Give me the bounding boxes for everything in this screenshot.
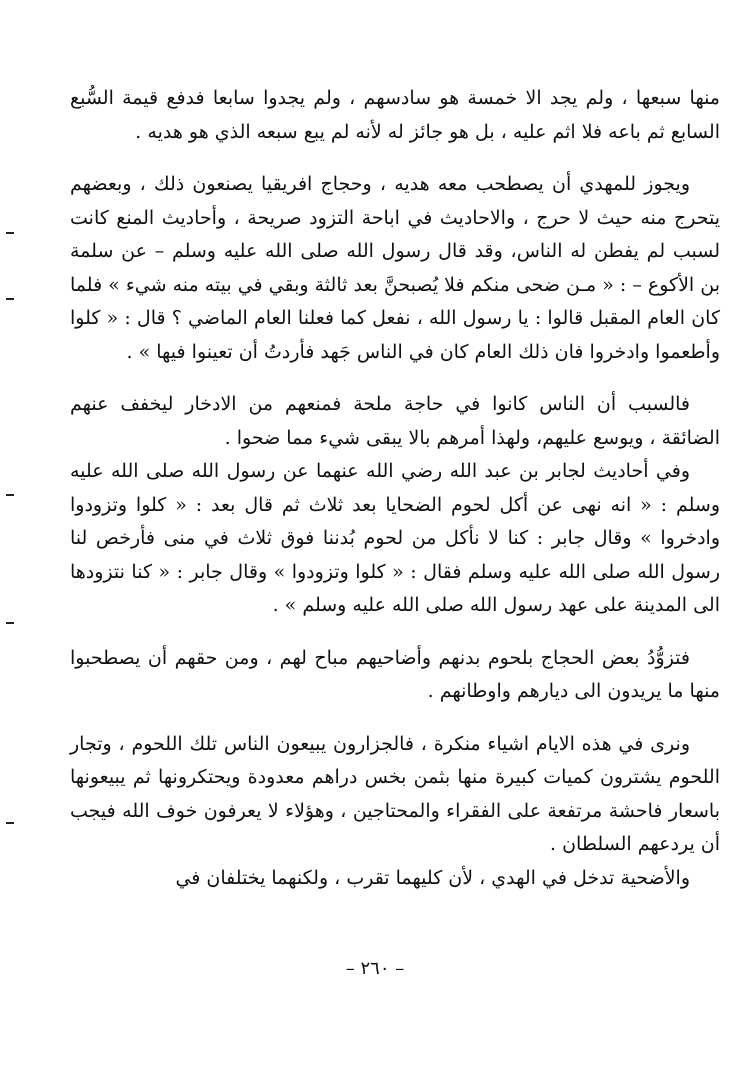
paragraph-5: فتزوُّدُ بعض الحجاج بلحوم بدنهم وأضاحيهم مباح لهم ، ومن حقهم أن يصطحبوا منها ما يريدون الى ديارهم واوطانهم . xyxy=(70,646,720,702)
margin-mark xyxy=(6,232,14,234)
paragraph-2: ويجوز للمهدي أن يصطحب معه هديه ، وحجاج افريقيا يصنعون ذلك ، وبعضهم يتحرج منه حيث لا حرج ، والاحاديث في اباحة التزود صريحة ، وأحاديث المنع كانت لسبب لم يفطن له الناس، وقد قال رسول الله صلى الله عليه وسلم – عن سلمة بن الأكوع – : « مـن ضحى منكم فلا يُصبحنَّ بعد ثالثة وبقي في بيته منه شيء » فلما كان العام المقبل قالوا : يا رسول الله ، نفعل كما فعلنا العام الماضي ؟ قال : « كلوا وأطعموا وادخروا فان ذلك العام كان في الناس جَهد فأردتُ أن تعينوا فيها » . xyxy=(70,173,720,363)
paragraph-3: فالسبب أن الناس كانوا في حاجة ملحة فمنعهم من الادخار ليخفف عنهم الضائقة ، ويوسع عليهم، ولهذا أمرهم بالا يبقى شيء مما ضحوا . xyxy=(70,393,720,449)
paragraph-4: وفي أحاديث لجابر بن عبد الله رضي الله عنهما عن رسول الله صلى الله عليه وسلم : « انه نهى عن أكل لحوم الضحايا بعد ثلاث ثم قال بعد : « كلوا وتزودوا وادخروا » وقال جابر : كنا لا نأكل من لحوم بُدننا فوق ثلاث في منى فأرخص لنا رسول الله صلى الله عليه وسلم فقال : « كلوا وتزودوا » وقال جابر : « كنا نتزودها الى المدينة على عهد رسول الله صلى الله عليه وسلم » . xyxy=(70,460,720,616)
margin-mark xyxy=(6,622,14,624)
paragraph-6: ونرى في هذه الايام اشياء منكرة ، فالجزارون يبيعون الناس تلك اللحوم ، وتجار اللحوم يشترون كميات كبيرة منها بثمن بخس دراهم معدودة ويحتكرونها ثم يبيعونها باسعار فاحشة مرتفعة على الفقراء والمحتاجين ، وهؤلاء لا يعرفون خوف الله فيجب أن يردعهم السلطان . xyxy=(70,732,720,855)
paragraph-1: منها سبعها ، ولم يجد الا خمسة هو سادسهم ، ولم يجدوا سابعا فدفع قيمة السُّبع السابع ثم باعه فلا اثم عليه ، بل هو جائز له لأنه لم يبع سبعه الذي هو هديه . xyxy=(70,87,720,143)
page-body xyxy=(70,82,720,1042)
margin-mark xyxy=(6,298,14,300)
page-number: – ٢٦٠ – xyxy=(345,958,405,979)
paragraph-7: والأضحية تدخل في الهدي ، لأن كليهما تقرب ، ولكنهما يختلفان في xyxy=(175,866,690,889)
margin-mark xyxy=(6,822,14,824)
margin-mark xyxy=(6,494,14,496)
